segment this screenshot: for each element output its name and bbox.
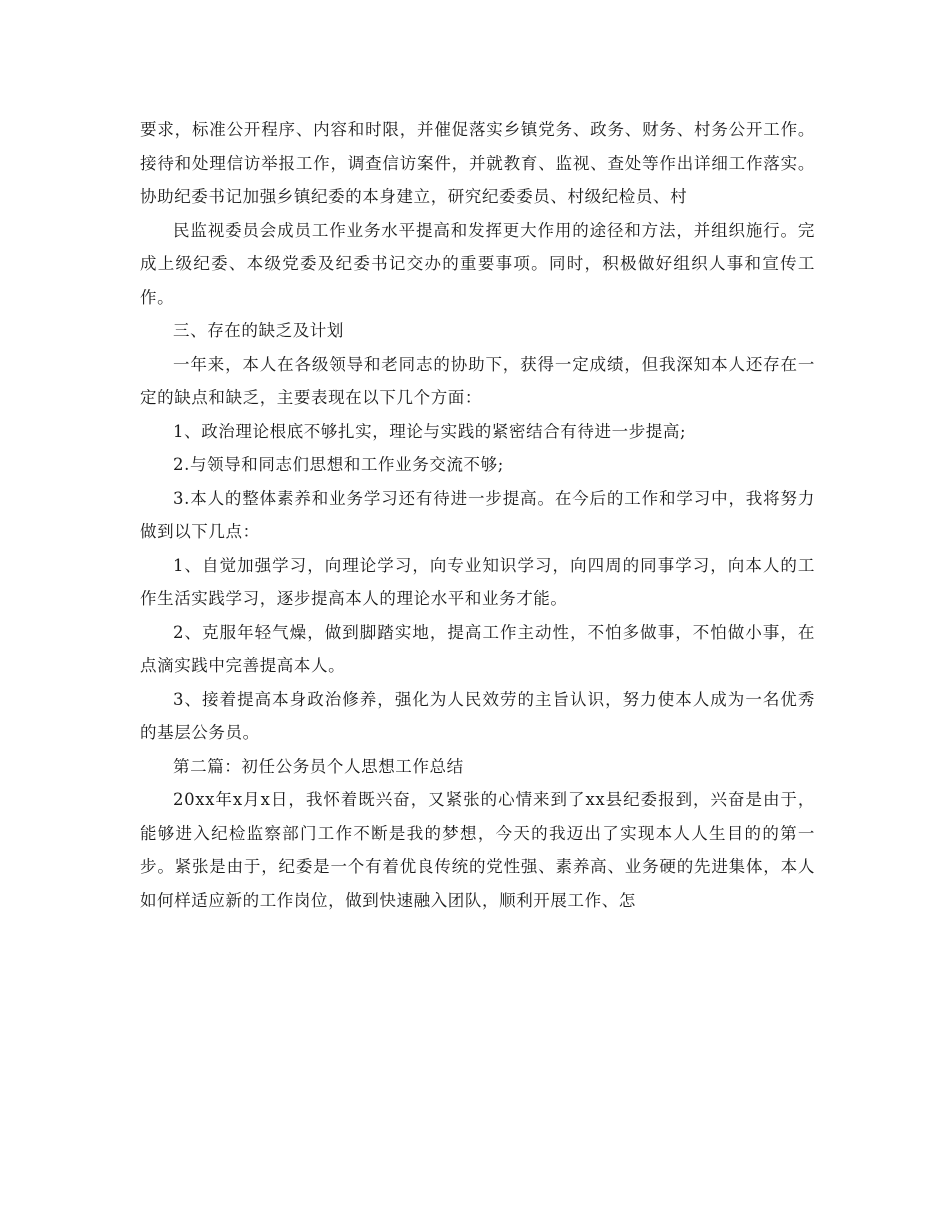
list-item-2: 2.与领导和同志们思想和工作业务交流不够;: [173, 455, 504, 474]
plan-item-2: 2、克服年轻气燥，做到脚踏实地，提高工作主动性，不怕多做事，不怕做小事，在点滴实践中完善提高本人。: [140, 622, 815, 675]
plan-item-1: 1、自觉加强学习，向理论学习，向专业知识学习，向四周的同事学习，向本人的工作生活实践学习，逐步提高本人的理论水平和业务才能。: [140, 555, 815, 608]
paragraph-4: 20xx年x月x日，我怀着既兴奋，又紧张的心情来到了xx县纪委报到，兴奋是由于，能够进入纪检监察部门工作不断是我的梦想，今天的我迈出了实现本人人生目的的第一步。紧张是由于，纪委是一个有着优良传统的党性强、素养高、业务硬的先进集体，本人如何样适应新的工作岗位，做到快速融入团队，顺利开展工作、怎: [140, 790, 815, 910]
section-heading-shortcomings: 三、存在的缺乏及计划: [173, 321, 344, 340]
paragraph-2: 民监视委员会成员工作业务水平提高和发挥更大作用的途径和方法，并组织施行。完成上级纪委、本级党委及纪委书记交办的重要事项。同时，积极做好组织人事和宣传工作。: [140, 220, 815, 307]
list-item-1: 1、政治理论根底不够扎实，理论与实践的紧密结合有待进一步提高;: [173, 421, 687, 441]
document-body: [140, 113, 815, 917]
paragraph-3: 一年来，本人在各级领导和老同志的协助下，获得一定成绩，但我深知本人还存在一定的缺点和缺乏，主要表现在以下几个方面：: [140, 354, 815, 407]
plan-item-3: 3、接着提高本身政治修养，强化为人民效劳的主旨认识，努力使本人成为一名优秀的基层公务员。: [140, 689, 815, 742]
paragraph-1: 要求，标准公开程序、内容和时限，并催促落实乡镇党务、政务、财务、村务公开工作。接待和处理信访举报工作，调查信访案件，并就教育、监视、查处等作出详细工作落实。协助纪委书记加强乡镇纪委的本身建立，研究纪委委员、村级纪检员、村: [140, 120, 815, 206]
article-title-second: 第二篇：初任公务员个人思想工作总结: [173, 756, 464, 776]
list-item-3: 3.本人的整体素养和业务学习还有待进一步提高。在今后的工作和学习中，我将努力做到以下几点：: [140, 488, 815, 541]
